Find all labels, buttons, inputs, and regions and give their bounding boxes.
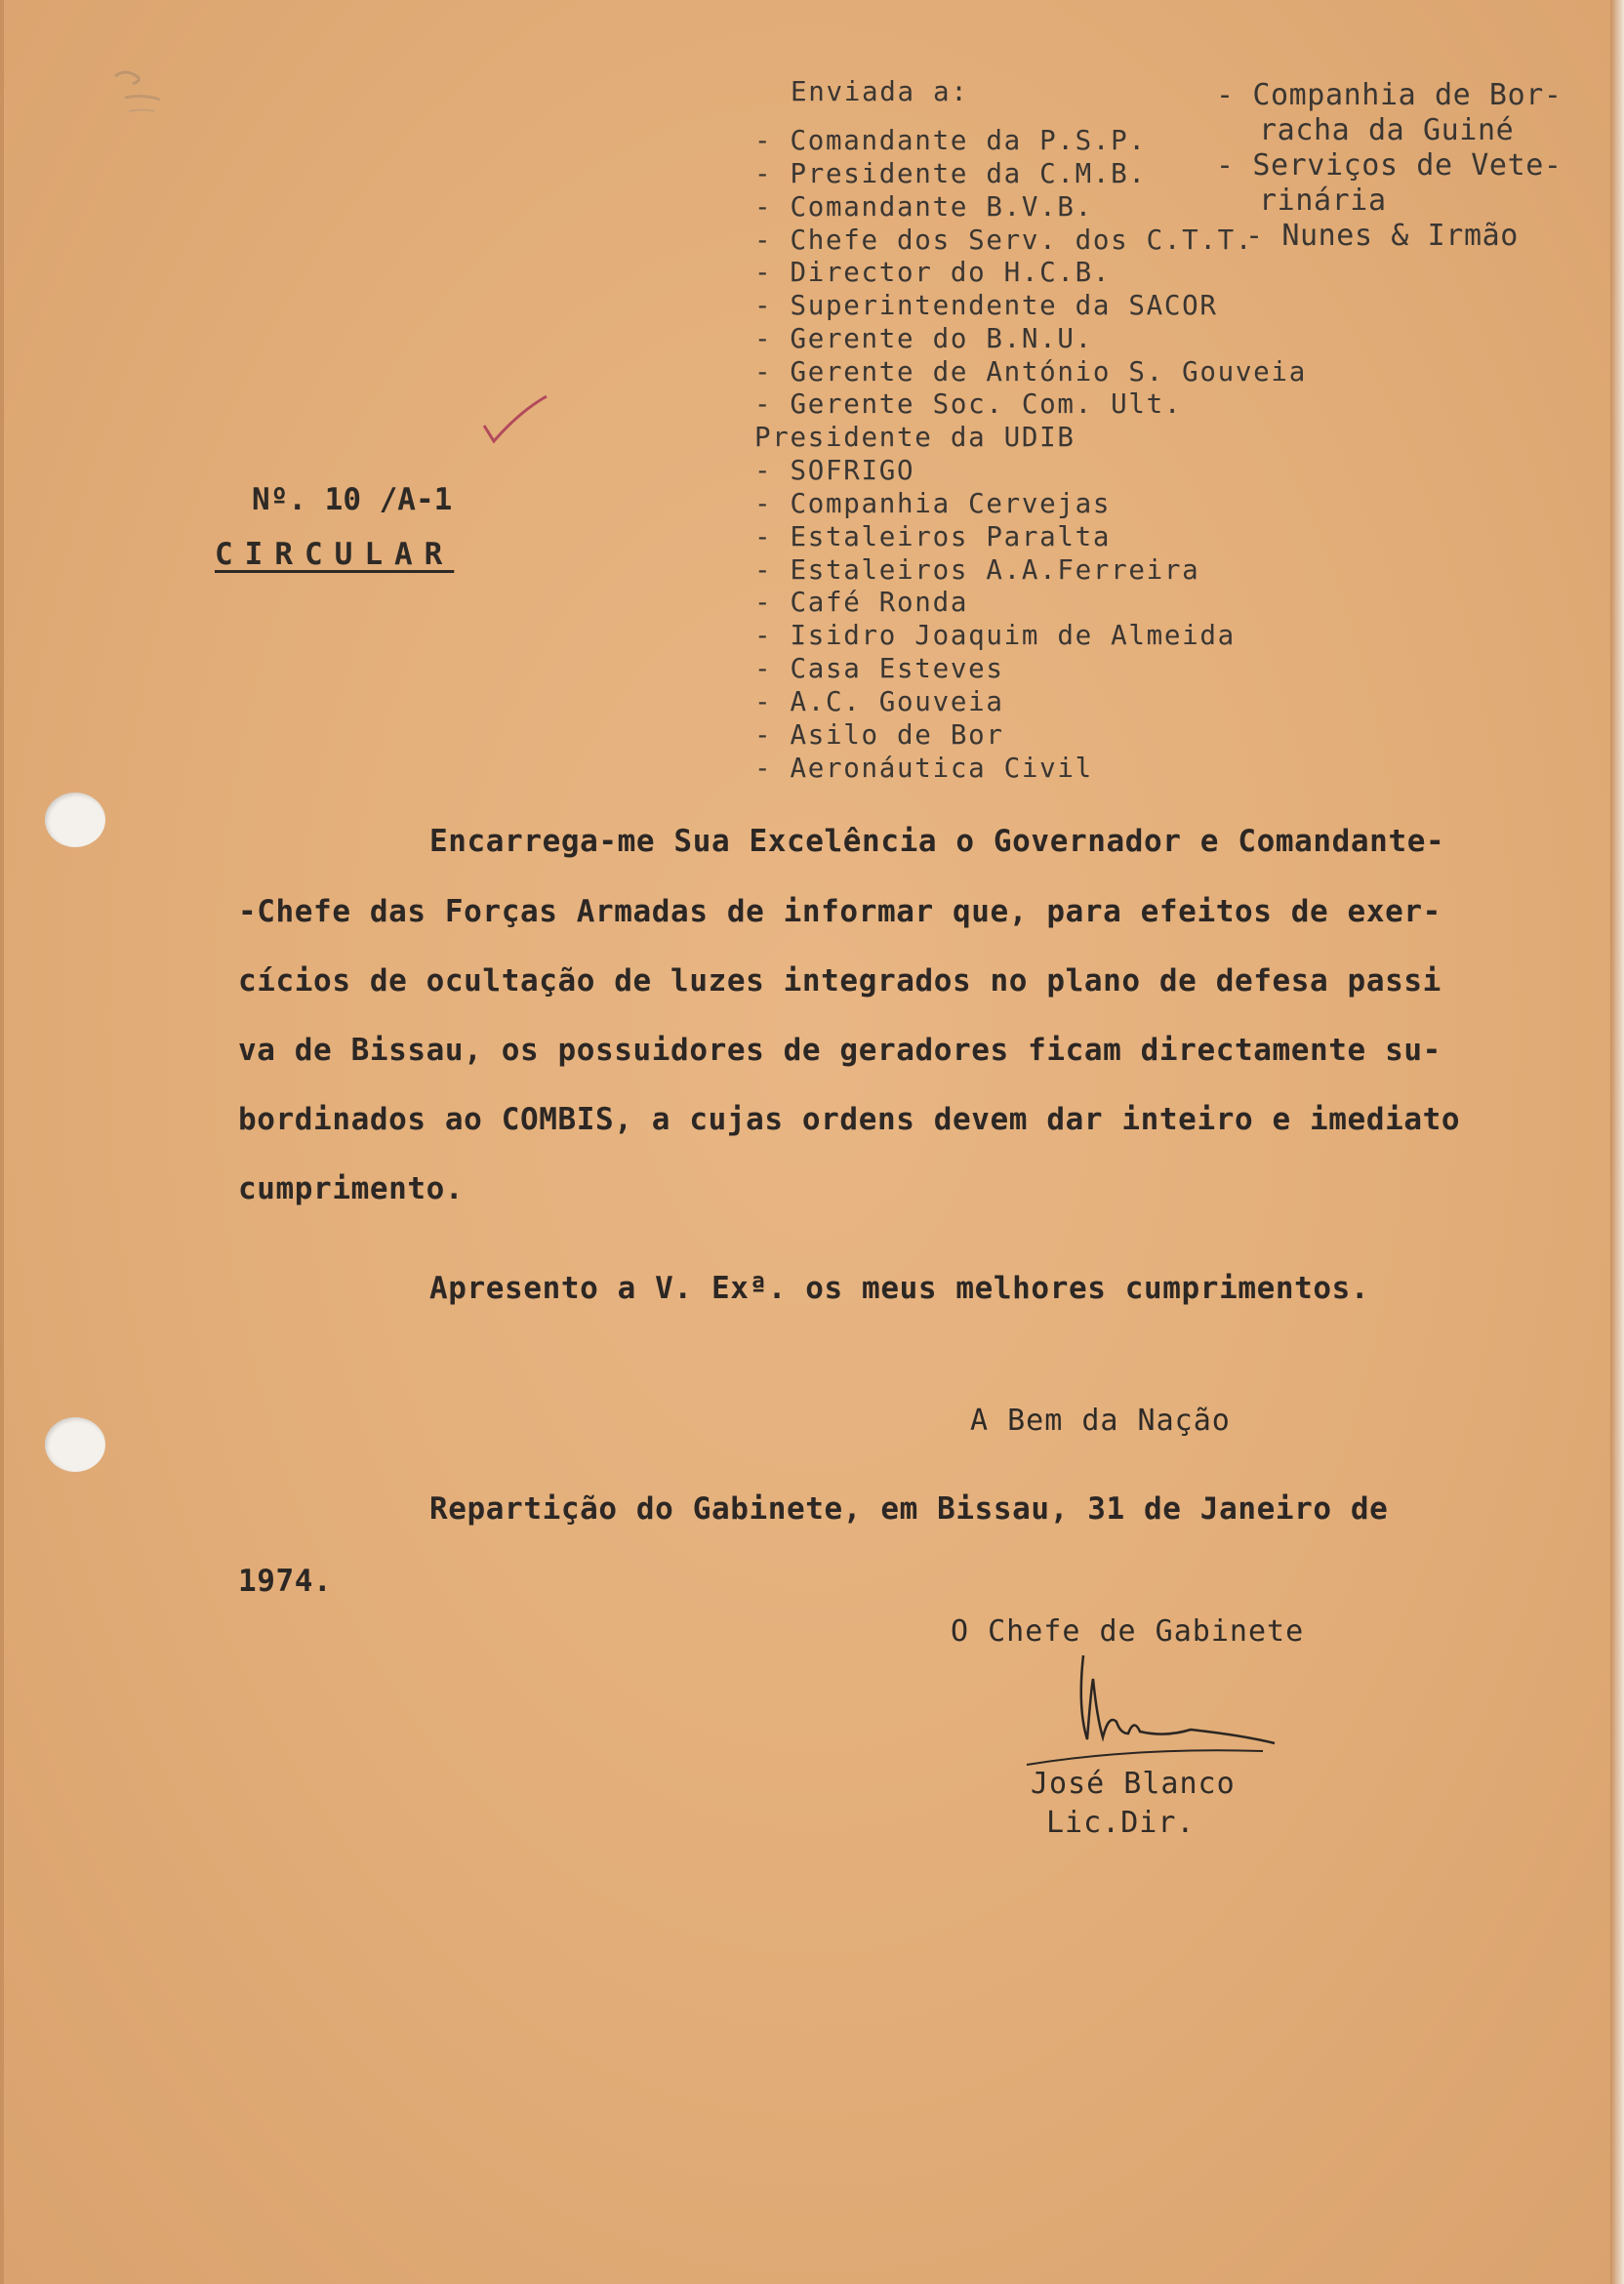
recipient-item: - Superintendente da SACOR [754,290,1218,321]
punch-hole-top [45,793,105,847]
signatory-title: Lic.Dir. [1046,1806,1196,1840]
motto: A Bem da Nação [970,1404,1231,1438]
sent-to-header: Enviada a: [791,76,969,107]
recipient-item: - SOFRIGO [754,455,915,486]
body-line: -Chefe das Forças Armadas de informar que, para efeitos de exer- [238,894,1441,929]
body-line: Encarrega-me Sua Excelência o Governador e Comandante- [429,824,1445,859]
recipient-item: - A.C. Gouveia [754,686,1004,717]
recipient-item: - Serviços de Vete- [1216,148,1563,183]
document-type: CIRCULAR [215,537,455,572]
recipient-item: - Director do H.C.B. [754,257,1112,288]
recipient-item: - Comandante da P.S.P. [754,125,1147,156]
recipient-item: - Gerente de António S. Gouveia [754,356,1307,387]
recipient-item: rinária [1259,184,1387,218]
paper-edge-right [1610,0,1624,2284]
recipient-item: - Estaleiros A.A.Ferreira [754,554,1200,586]
body-line: va de Bissau, os possuidores de geradores ficam directamente su- [238,1033,1441,1068]
reference-number: Nº. 10 /A-1 [252,482,453,517]
signatory-name: José Blanco [1031,1767,1236,1801]
recipient-item: - Comandante B.V.B. [754,191,1093,223]
recipient-item: - Chefe dos Serv. dos C.T.T. [754,224,1254,256]
recipient-item: Presidente da UDIB [754,422,1076,453]
check-mark [480,392,550,449]
recipient-item: - Aeronáutica Civil [754,753,1093,784]
recipient-item: - Isidro Joaquim de Almeida [754,620,1236,651]
recipient-item: racha da Guiné [1259,113,1515,147]
body-line: cícios de ocultação de luzes integrados no plano de defesa passi [238,963,1441,999]
punch-hole-bottom [45,1417,105,1472]
recipient-item: - Nunes & Irmão [1245,219,1519,253]
recipient-item: - Asilo de Bor [754,719,1004,751]
recipient-item: - Gerente Soc. Com. Ult. [754,388,1183,420]
year: 1974. [238,1564,333,1599]
signatory-role: O Chefe de Gabinete [951,1614,1305,1649]
recipient-item: - Presidente da C.M.B. [754,158,1147,189]
body-line: bordinados ao COMBIS, a cujas ordens devem dar inteiro e imediato [238,1102,1461,1137]
paper-edge-left [0,0,4,2284]
recipient-item: - Gerente do B.N.U. [754,323,1093,354]
recipient-item: - Companhia de Bor- [1216,78,1563,112]
closing-line: Apresento a V. Exª. os meus melhores cumprimentos. [429,1271,1370,1306]
recipient-item: - Companhia Cervejas [754,488,1112,519]
handwritten-signature [1019,1650,1282,1767]
body-line: cumprimento. [238,1171,465,1206]
place-date: Repartição do Gabinete, em Bissau, 31 de Janeiro de [429,1491,1389,1527]
recipient-item: - Casa Esteves [754,653,1004,684]
staple-mark [86,59,203,137]
recipient-item: - Café Ronda [754,587,969,618]
recipient-item: - Estaleiros Paralta [754,521,1112,552]
